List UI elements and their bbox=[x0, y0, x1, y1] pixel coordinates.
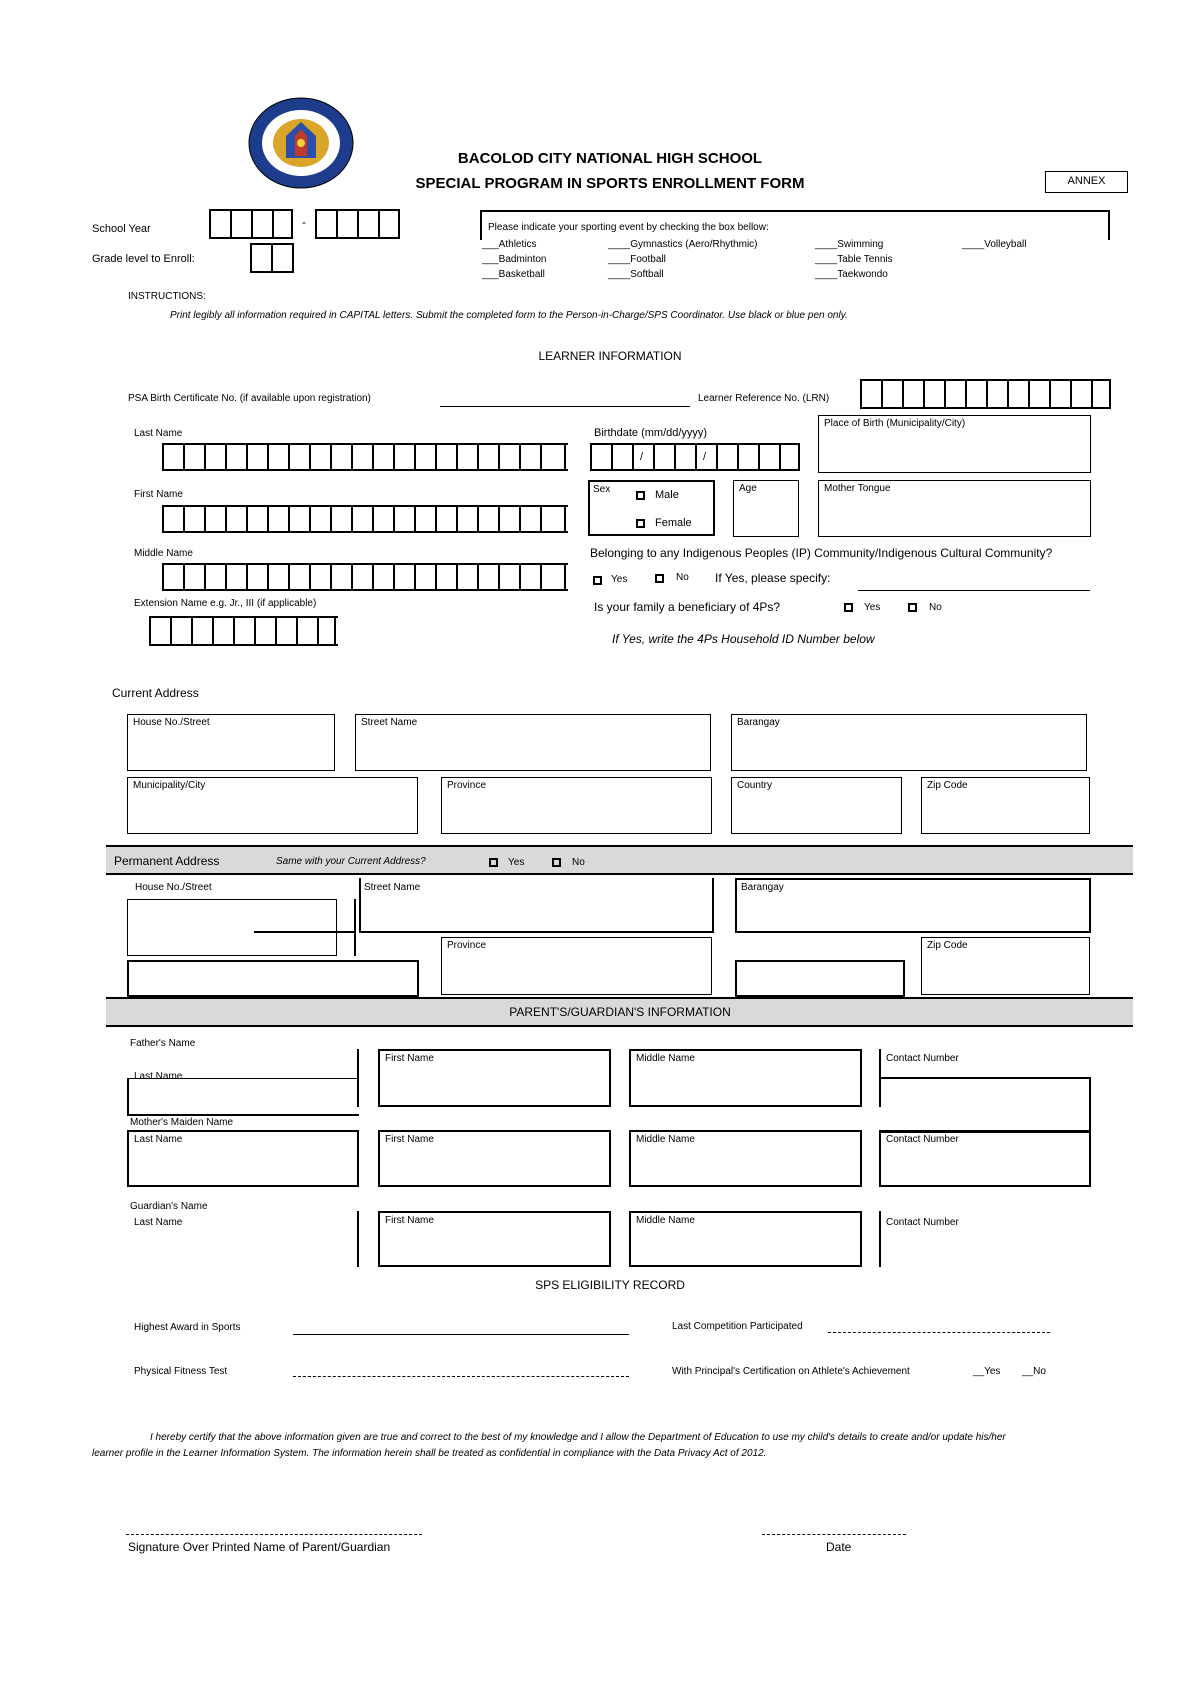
birthdate-label: Birthdate (mm/dd/yyyy) bbox=[594, 427, 708, 439]
guardian-first-label: First Name bbox=[385, 1215, 434, 1226]
permanent-zip-box[interactable] bbox=[921, 937, 1090, 995]
fourps-no-checkbox[interactable] bbox=[908, 599, 917, 617]
permanent-house-box[interactable] bbox=[127, 899, 337, 956]
mother-last-label: Last Name bbox=[134, 1134, 183, 1145]
lrn-label: Learner Reference No. (LRN) bbox=[698, 393, 830, 404]
guardian-contact-divider bbox=[879, 1211, 881, 1267]
mother-name-label: Mother's Maiden Name bbox=[130, 1117, 234, 1128]
first-name-label: First Name bbox=[134, 489, 183, 500]
school-year-start-cells[interactable] bbox=[209, 209, 293, 239]
sports-prompt: Please indicate your sporting event by checking the box bellow: bbox=[488, 222, 769, 233]
sex-label: Sex bbox=[593, 484, 611, 495]
father-name-label: Father's Name bbox=[130, 1038, 196, 1049]
mother-first-label: First Name bbox=[385, 1134, 434, 1145]
father-middle-box[interactable] bbox=[629, 1049, 862, 1107]
ip-no-label: No bbox=[676, 572, 689, 583]
mother-middle-label: Middle Name bbox=[636, 1134, 695, 1145]
sport-taekwondo[interactable]: ____Taekwondo bbox=[815, 269, 888, 280]
sport-football[interactable]: ____Football bbox=[608, 254, 666, 265]
parents-section-title: PARENT'S/GUARDIAN'S INFORMATION bbox=[509, 1005, 731, 1019]
highest-award-label: Highest Award in Sports bbox=[134, 1322, 241, 1333]
current-barangay-box[interactable] bbox=[731, 714, 1087, 771]
mother-tongue-box[interactable] bbox=[818, 480, 1091, 537]
same-address-yes-label: Yes bbox=[508, 857, 525, 868]
fourps-question: Is your family a beneficiary of 4Ps? bbox=[594, 600, 781, 614]
ip-no-checkbox[interactable] bbox=[655, 570, 664, 588]
last-name-label: Last Name bbox=[134, 428, 183, 439]
father-divider bbox=[357, 1049, 359, 1107]
age-label: Age bbox=[739, 483, 757, 494]
psa-field[interactable] bbox=[440, 392, 690, 407]
guardian-first-box[interactable] bbox=[378, 1211, 611, 1267]
permanent-municipality-box[interactable] bbox=[127, 960, 419, 997]
permanent-street-label: Street Name bbox=[364, 882, 421, 893]
permanent-barangay-label: Barangay bbox=[741, 882, 784, 893]
fourps-yes-checkbox[interactable] bbox=[844, 599, 853, 617]
last-name-cells[interactable] bbox=[162, 443, 568, 471]
permanent-divider bbox=[254, 931, 356, 933]
sport-table-tennis[interactable]: ____Table Tennis bbox=[815, 254, 893, 265]
middle-name-label: Middle Name bbox=[134, 548, 193, 559]
sport-athletics[interactable]: ___Athletics bbox=[482, 239, 537, 250]
guardian-name-label: Guardian's Name bbox=[130, 1201, 208, 1212]
father-last-box[interactable] bbox=[127, 1078, 359, 1116]
extension-name-cells[interactable] bbox=[149, 616, 338, 646]
current-barangay-label: Barangay bbox=[737, 717, 780, 728]
mother-tongue-label: Mother Tongue bbox=[824, 483, 891, 494]
same-address-no-checkbox[interactable] bbox=[552, 854, 561, 872]
extension-name-label: Extension Name e.g. Jr., III (if applicable) bbox=[134, 598, 317, 609]
eligibility-section-title: SPS ELIGIBILITY RECORD bbox=[535, 1278, 685, 1292]
sport-basketball[interactable]: ___Basketball bbox=[482, 269, 545, 280]
permanent-barangay-box[interactable] bbox=[735, 878, 1091, 933]
school-year-label: School Year bbox=[92, 223, 151, 235]
permanent-zip-label: Zip Code bbox=[927, 940, 968, 951]
ip-specify-label: If Yes, please specify: bbox=[715, 571, 831, 585]
annex-label: ANNEX bbox=[1045, 171, 1128, 193]
permanent-address-title: Permanent Address bbox=[114, 854, 220, 868]
father-first-label: First Name bbox=[385, 1053, 434, 1064]
birthdate-cells[interactable] bbox=[590, 443, 800, 471]
last-competition-label: Last Competition Participated bbox=[672, 1321, 803, 1332]
guardian-contact-label[interactable]: Contact Number bbox=[886, 1217, 959, 1228]
mother-first-box[interactable] bbox=[378, 1130, 611, 1187]
permanent-house-label: House No./Street bbox=[135, 882, 212, 893]
first-name-cells[interactable] bbox=[162, 505, 568, 533]
birthdate-slash-2: / bbox=[703, 451, 707, 463]
certify-text-line1: I hereby certify that the above information given are true and correct to the best of my knowledge and I allow the Department of Education to use my child's details to create and/or update his/her bbox=[150, 1432, 1006, 1443]
fourps-note: If Yes, write the 4Ps Household ID Number below bbox=[612, 632, 875, 646]
place-of-birth-label: Place of Birth (Municipality/City) bbox=[824, 418, 966, 429]
sport-badminton[interactable]: ___Badminton bbox=[482, 254, 547, 265]
female-label: Female bbox=[655, 517, 692, 529]
permanent-address-band bbox=[106, 845, 1133, 875]
grade-level-cells[interactable] bbox=[250, 243, 294, 273]
physical-fitness-field[interactable] bbox=[293, 1376, 629, 1377]
sport-gymnastics[interactable]: ____Gymnastics (Aero/Rhythmic) bbox=[608, 239, 758, 250]
certification-no[interactable]: __No bbox=[1022, 1366, 1046, 1377]
father-contact-box[interactable] bbox=[879, 1077, 1091, 1133]
grade-level-label: Grade level to Enroll: bbox=[92, 253, 195, 265]
mother-contact-label: Contact Number bbox=[886, 1134, 959, 1145]
school-name: BACOLOD CITY NATIONAL HIGH SCHOOL bbox=[457, 150, 763, 167]
current-address-title: Current Address bbox=[112, 686, 199, 700]
permanent-province-box[interactable] bbox=[441, 937, 712, 995]
current-country-label: Country bbox=[737, 780, 773, 791]
father-last-label: Last Name bbox=[134, 1071, 183, 1082]
certify-text-line2: learner profile in the Learner Information System. The information herein shall be treated as confidential in compliance with the Data Privacy Act of 2012. bbox=[92, 1448, 767, 1459]
guardian-middle-label: Middle Name bbox=[636, 1215, 695, 1226]
guardian-divider bbox=[357, 1211, 359, 1267]
instructions-text: Print legibly all information required in CAPITAL letters. Submit the completed form to the Person-in-Charge/SPS Coordinator. Use black or blue pen only. bbox=[170, 310, 848, 321]
current-street-label: Street Name bbox=[361, 717, 418, 728]
female-checkbox[interactable] bbox=[636, 515, 645, 533]
male-checkbox[interactable] bbox=[636, 487, 645, 505]
highest-award-field[interactable] bbox=[293, 1320, 629, 1335]
last-competition-field[interactable] bbox=[828, 1332, 1050, 1333]
guardian-last-label: Last Name bbox=[134, 1217, 183, 1228]
male-label: Male bbox=[655, 489, 679, 501]
sport-softball[interactable]: ____Softball bbox=[608, 269, 664, 280]
lrn-cells[interactable] bbox=[860, 379, 1111, 409]
physical-fitness-label: Physical Fitness Test bbox=[134, 1366, 228, 1377]
fourps-yes-label: Yes bbox=[864, 602, 881, 613]
father-first-box[interactable] bbox=[378, 1049, 611, 1107]
fourps-no-label: No bbox=[929, 602, 942, 613]
certification-yes[interactable]: __Yes bbox=[973, 1366, 1001, 1377]
current-house-label: House No./Street bbox=[133, 717, 210, 728]
mother-last-box[interactable] bbox=[127, 1130, 359, 1187]
current-province-box[interactable] bbox=[441, 777, 712, 834]
mother-middle-box[interactable] bbox=[629, 1130, 862, 1187]
ip-yes-label: Yes bbox=[611, 574, 628, 585]
middle-name-cells[interactable] bbox=[162, 563, 568, 591]
same-address-yes-checkbox[interactable] bbox=[489, 854, 498, 872]
current-province-label: Province bbox=[447, 780, 486, 791]
birthdate-slash-1: / bbox=[640, 451, 644, 463]
mother-contact-box[interactable] bbox=[879, 1130, 1091, 1187]
current-zip-box[interactable] bbox=[921, 777, 1090, 834]
date-line[interactable] bbox=[762, 1534, 906, 1535]
current-municipality-box[interactable] bbox=[127, 777, 418, 834]
date-label: Date bbox=[826, 1540, 852, 1554]
school-year-end-cells[interactable] bbox=[315, 209, 400, 239]
current-country-box[interactable] bbox=[731, 777, 902, 834]
permanent-divider-vertical bbox=[354, 899, 356, 956]
psa-label: PSA Birth Certificate No. (if available upon registration) bbox=[128, 393, 371, 404]
same-address-question: Same with your Current Address? bbox=[276, 856, 426, 867]
signature-label: Signature Over Printed Name of Parent/Guardian bbox=[128, 1540, 391, 1554]
guardian-middle-box[interactable] bbox=[629, 1211, 862, 1267]
year-dash: - bbox=[302, 215, 306, 229]
principal-certification-label: With Principal's Certification on Athlete's Achievement bbox=[672, 1366, 910, 1377]
current-street-box[interactable] bbox=[355, 714, 711, 771]
permanent-country-box[interactable] bbox=[735, 960, 905, 997]
current-house-box[interactable] bbox=[127, 714, 335, 771]
sport-swimming[interactable]: ____Swimming bbox=[815, 239, 884, 250]
sex-box bbox=[588, 480, 715, 536]
age-box[interactable] bbox=[733, 480, 799, 537]
same-address-no-label: No bbox=[572, 857, 585, 868]
deped-seal bbox=[246, 96, 356, 190]
father-middle-label: Middle Name bbox=[636, 1053, 695, 1064]
learner-section-title: LEARNER INFORMATION bbox=[538, 349, 682, 363]
current-municipality-label: Municipality/City bbox=[133, 780, 206, 791]
signature-line[interactable] bbox=[126, 1534, 422, 1535]
ip-yes-checkbox[interactable] bbox=[593, 572, 602, 590]
permanent-province-label: Province bbox=[447, 940, 486, 951]
ip-question: Belonging to any Indigenous Peoples (IP) Community/Indigenous Cultural Community? bbox=[590, 546, 1053, 560]
place-of-birth-box[interactable] bbox=[818, 415, 1091, 473]
sport-volleyball[interactable]: ____Volleyball bbox=[962, 239, 1027, 250]
ip-specify-field[interactable] bbox=[858, 578, 1090, 591]
form-title: SPECIAL PROGRAM IN SPORTS ENROLLMENT FORM bbox=[415, 175, 805, 192]
father-contact-label: Contact Number bbox=[886, 1053, 959, 1064]
instructions-heading: INSTRUCTIONS: bbox=[128, 291, 206, 302]
current-zip-label: Zip Code bbox=[927, 780, 968, 791]
